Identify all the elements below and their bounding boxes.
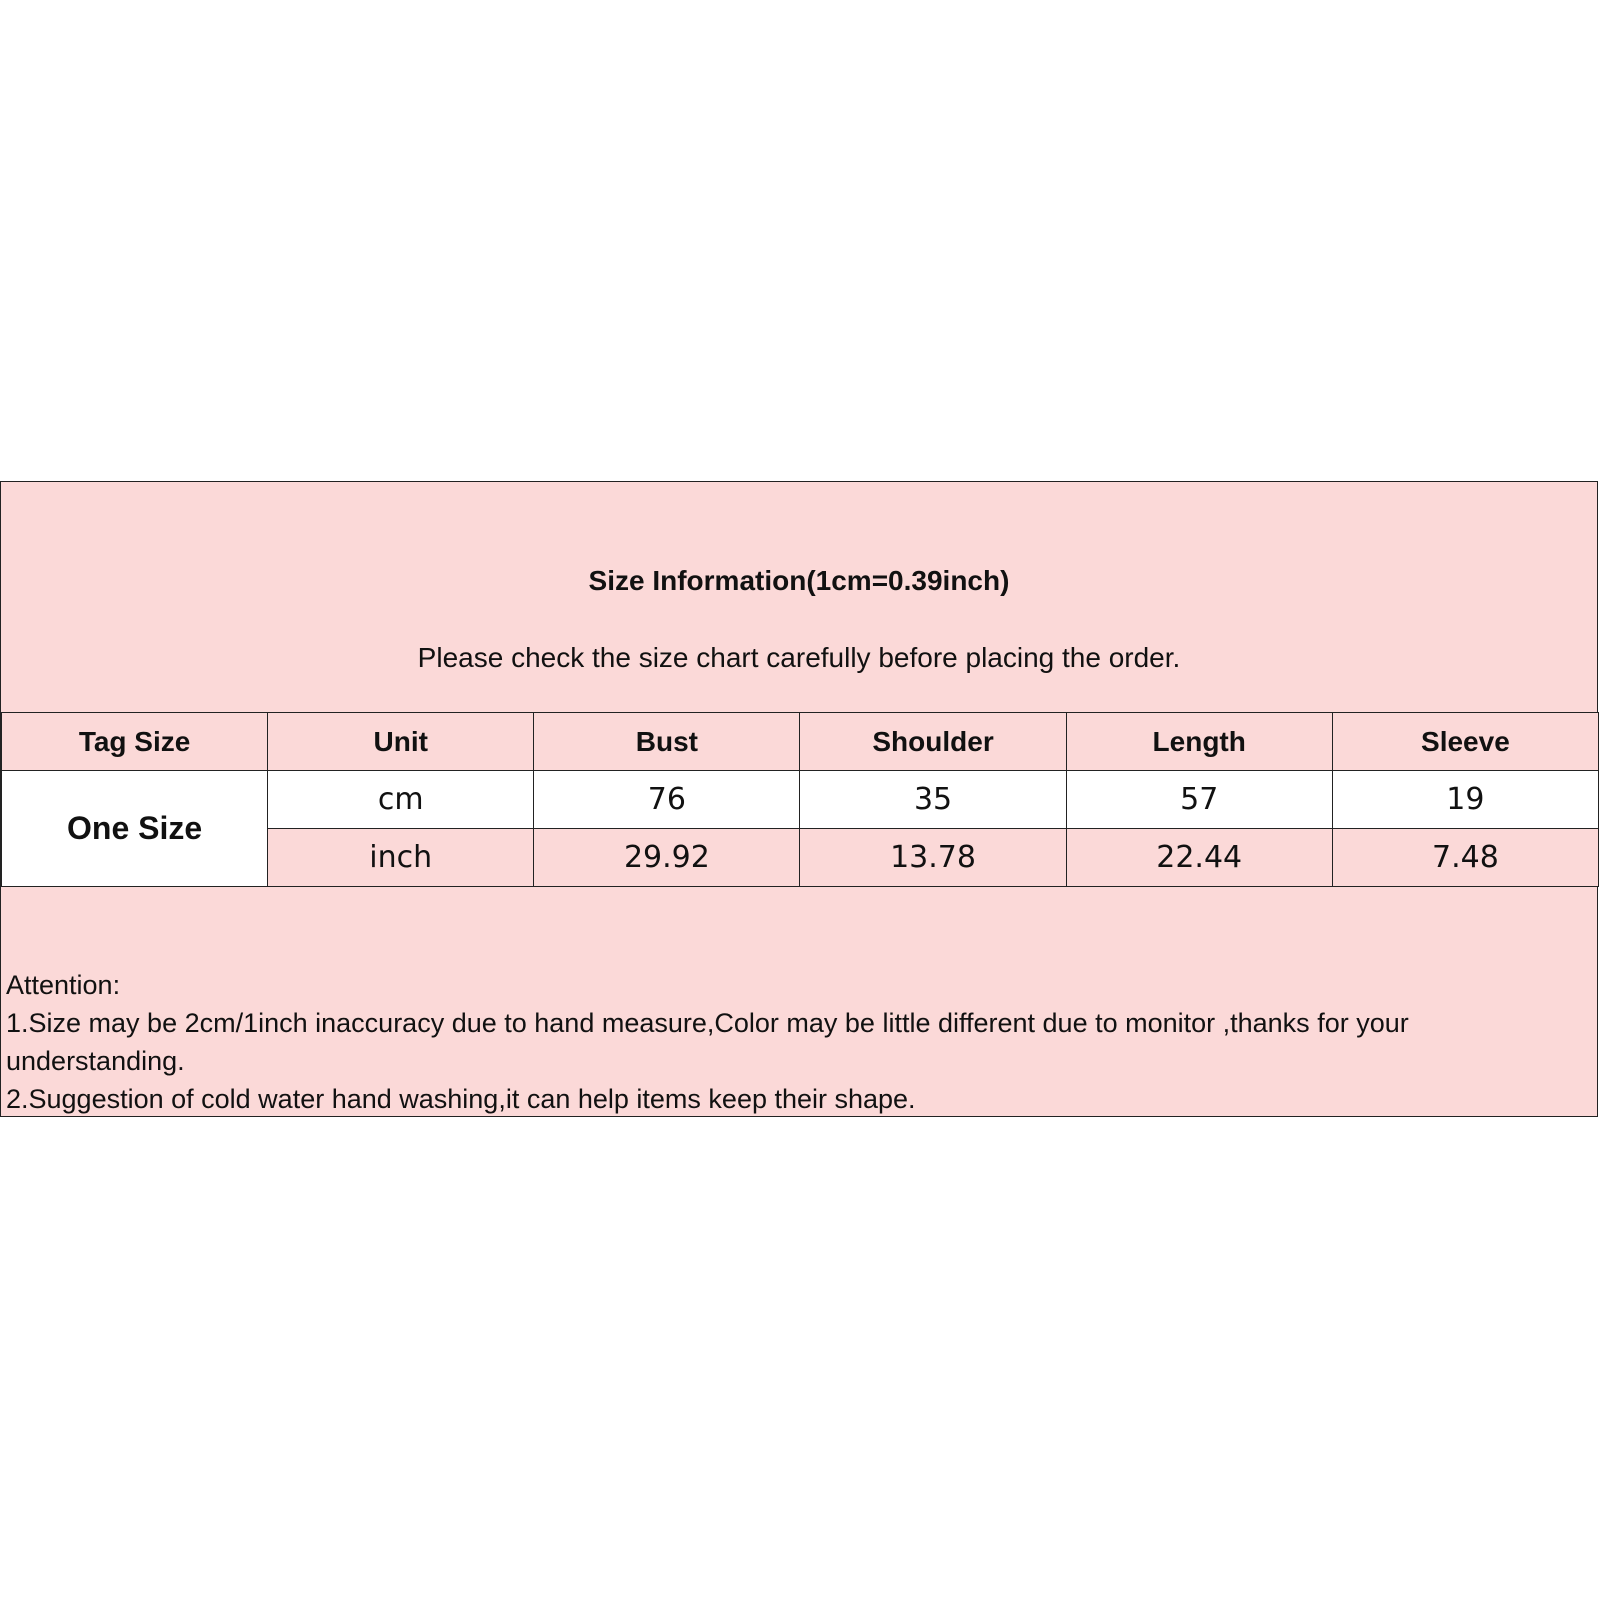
header-bust: Bust: [534, 713, 800, 771]
sleeve-cell: 7.48: [1332, 829, 1598, 887]
header-unit: Unit: [268, 713, 534, 771]
size-chart-subtitle: Please check the size chart carefully before placing the order.: [417, 642, 1181, 673]
attention-heading: Attention:: [6, 970, 121, 1000]
unit-cell: cm: [268, 771, 534, 829]
shoulder-cell: 13.78: [800, 829, 1066, 887]
attention-notes: [6, 966, 1586, 1118]
bust-cell: 76: [534, 771, 800, 829]
header-tag-size: Tag Size: [2, 713, 268, 771]
unit-cell: inch: [268, 829, 534, 887]
size-chart-sheet: [0, 481, 1598, 1117]
header-length: Length: [1066, 713, 1332, 771]
bust-cell: 29.92: [534, 829, 800, 887]
tag-size-cell: One Size: [2, 771, 268, 887]
length-cell: 57: [1066, 771, 1332, 829]
header-sleeve: Sleeve: [1332, 713, 1598, 771]
attention-note-2: 2.Suggestion of cold water hand washing,it can help items keep their shape.: [6, 1084, 916, 1114]
size-chart-title: Size Information(1cm=0.39inch): [588, 565, 1010, 596]
table-row: [2, 771, 1599, 829]
shoulder-cell: 35: [800, 771, 1066, 829]
length-cell: 22.44: [1066, 829, 1332, 887]
table-header-row: [2, 713, 1599, 771]
attention-note-1: 1.Size may be 2cm/1inch inaccuracy due to hand measure,Color may be little different due to monitor ,thanks for your understanding.: [6, 1008, 1409, 1076]
sleeve-cell: 19: [1332, 771, 1598, 829]
size-table: [1, 712, 1599, 887]
header-shoulder: Shoulder: [800, 713, 1066, 771]
